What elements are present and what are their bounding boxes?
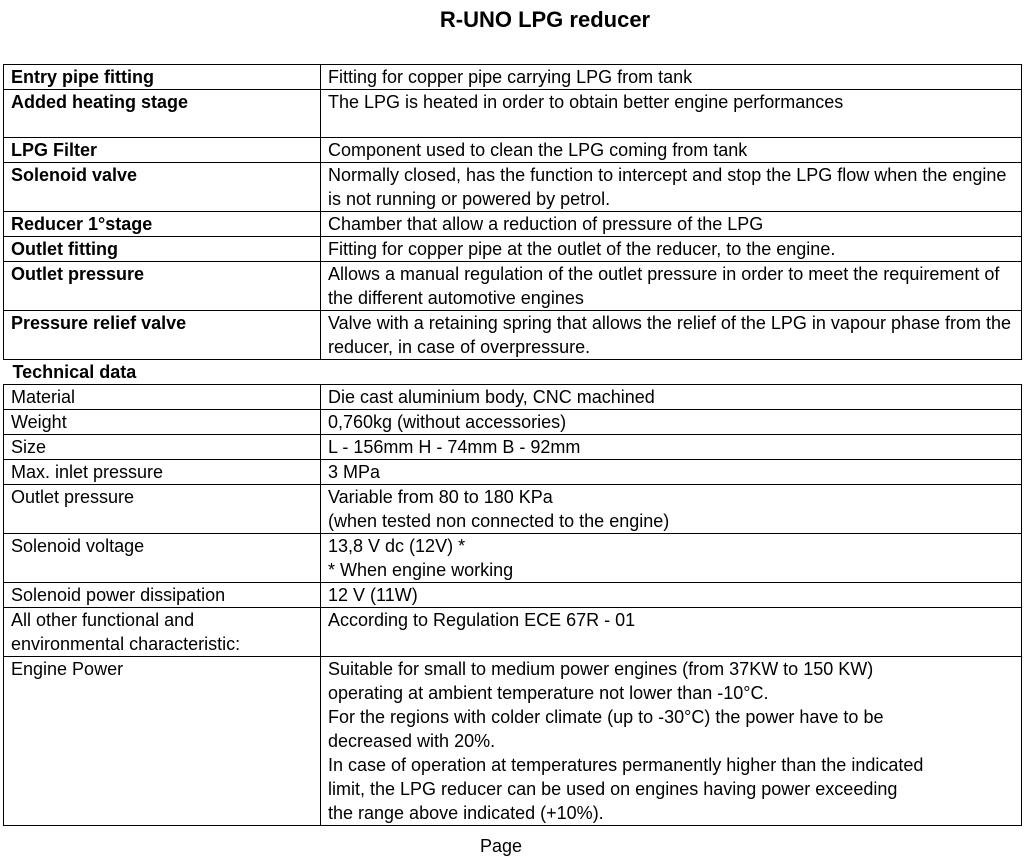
component-row-lpg-filter [4,138,1022,163]
tech-row-weight [4,410,1022,435]
component-row-outlet-fitting [4,237,1022,262]
technical-data-heading-row [4,360,1022,385]
component-label: LPG Filter [4,138,321,163]
tech-label: Max. inlet pressure [4,460,321,485]
tech-row-size [4,435,1022,460]
component-description: The LPG is heated in order to obtain better engine performances [321,90,1022,138]
component-row-solenoid-valve [4,163,1022,212]
spec-table [3,64,1022,826]
tech-label: Engine Power [4,657,321,826]
tech-label: Material [4,385,321,410]
tech-label: All other functional and environmental characteristic: [4,608,321,657]
tech-row-solenoid-voltage [4,534,1022,583]
tech-label: Solenoid voltage [4,534,321,583]
page-footer: Page [480,836,523,856]
tech-value: 12 V (11W) [321,583,1022,608]
tech-value: L - 156mm H - 74mm B - 92mm [321,435,1022,460]
tech-row-max-inlet-pressure [4,460,1022,485]
tech-value: Die cast aluminium body, CNC machined [321,385,1022,410]
component-description: Valve with a retaining spring that allows the relief of the LPG in vapour phase from the reducer, in case of overpressure. [321,311,1022,360]
component-label: Reducer 1°stage [4,212,321,237]
tech-row-other-characteristics [4,608,1022,657]
component-row-pressure-relief-valve [4,311,1022,360]
component-label: Entry pipe fitting [4,65,321,90]
tech-value: 13,8 V dc (12V) * * When engine working [321,534,1022,583]
tech-row-solenoid-power-dissipation [4,583,1022,608]
component-description: Fitting for copper pipe at the outlet of the reducer, to the engine. [321,237,1022,262]
component-row-added-heating-stage [4,90,1022,138]
tech-value: 0,760kg (without accessories) [321,410,1022,435]
component-label: Outlet fitting [4,237,321,262]
tech-value: According to Regulation ECE 67R - 01 [321,608,1022,657]
tech-row-outlet-pressure [4,485,1022,534]
tech-value: 3 MPa [321,460,1022,485]
component-description: Component used to clean the LPG coming from tank [321,138,1022,163]
component-label: Added heating stage [4,90,321,138]
tech-value: Suitable for small to medium power engines (from 37KW to 150 KW) operating at ambient temperature not lower than -10°C. For the regions with colder climate (up to -30°C) the power have to be decreased with 20%. In case of operation at temperatures permanently higher than the indicated limit, the LPG reducer can be used on engines having power exceeding the range above indicated (+10%). [321,657,1022,826]
tech-row-material [4,385,1022,410]
component-description: Fitting for copper pipe carrying LPG from tank [321,65,1022,90]
component-row-outlet-pressure [4,262,1022,311]
component-label: Outlet pressure [4,262,321,311]
component-description: Chamber that allow a reduction of pressure of the LPG [321,212,1022,237]
component-description: Allows a manual regulation of the outlet pressure in order to meet the requirement of the different automotive engines [321,262,1022,311]
tech-row-engine-power [4,657,1022,826]
tech-label: Outlet pressure [4,485,321,534]
tech-label: Size [4,435,321,460]
document-title: R-UNO LPG reducer [439,7,651,32]
component-label: Solenoid valve [4,163,321,212]
tech-label: Solenoid power dissipation [4,583,321,608]
technical-data-heading: Technical data [12,362,137,382]
component-row-entry-pipe-fitting [4,65,1022,90]
component-label: Pressure relief valve [4,311,321,360]
component-description: Normally closed, has the function to intercept and stop the LPG flow when the engine is not running or powered by petrol. [321,163,1022,212]
tech-label: Weight [4,410,321,435]
component-row-reducer-first-stage [4,212,1022,237]
tech-value: Variable from 80 to 180 KPa (when tested non connected to the engine) [321,485,1022,534]
